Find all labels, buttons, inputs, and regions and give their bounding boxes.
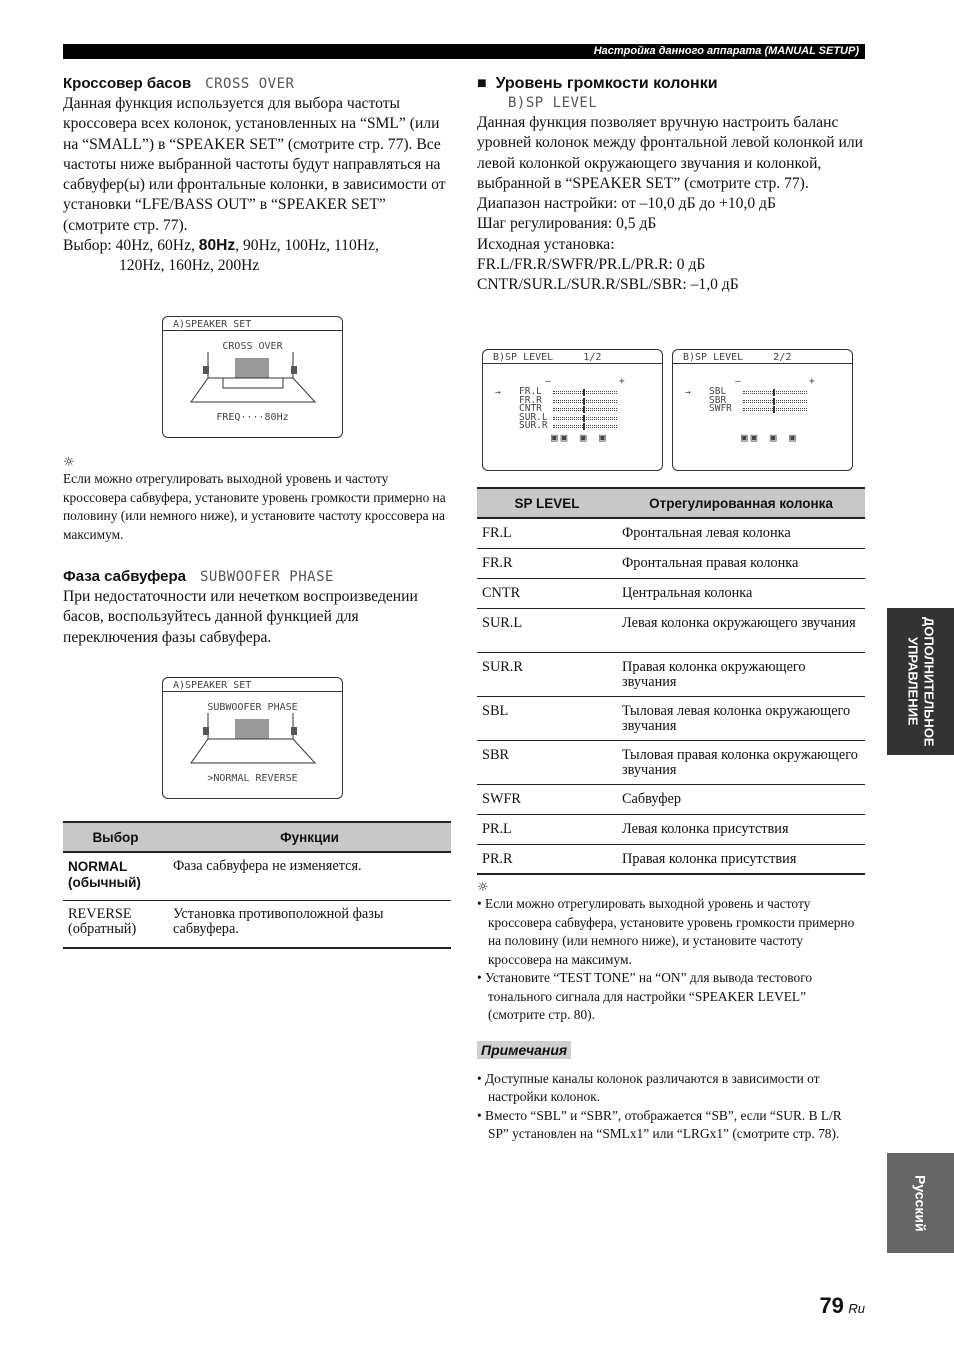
channel-label: SUR.L (519, 411, 548, 423)
notes-heading: Примечания (477, 1041, 571, 1059)
table-row (477, 784, 865, 814)
level-bar (743, 391, 807, 394)
sp-level-code: B)SP LEVEL (508, 95, 598, 111)
crossover-code: CROSS OVER (205, 76, 295, 92)
channel-code: SUR.L (477, 608, 617, 652)
tip-item: • Установите “TEST TONE” на “ON” для вывода тестового тонального сигнала для настройки “SPEAKER LEVEL” (смотрите стр. 80). (477, 969, 865, 1025)
col-header: SP LEVEL (477, 488, 617, 518)
table-row (477, 578, 865, 608)
side-tab-language[interactable]: Русский (887, 1153, 954, 1253)
phase-lcd (162, 677, 343, 799)
crossover-heading (63, 75, 453, 92)
level-bar (553, 425, 617, 428)
table-row (477, 814, 865, 844)
phase-code: SUBWOOFER PHASE (200, 569, 334, 585)
running-header: Настройка данного аппарата (MANUAL SETUP) (63, 44, 865, 59)
table-row (63, 900, 451, 948)
choice-default: 80Hz (198, 237, 236, 255)
table-row (63, 852, 451, 900)
speaker-icons: ▣▣ ▣ ▣ (741, 431, 799, 444)
speaker-layout-icon (163, 352, 344, 412)
plus-label: + (809, 376, 815, 387)
level-bar (553, 417, 617, 420)
cursor-arrow-icon: → (685, 387, 691, 398)
channel-code: FR.L (477, 518, 617, 548)
phase-table (63, 821, 451, 949)
level-bar (743, 400, 807, 403)
option-sub: (обычный) (68, 875, 141, 890)
lcd-title: B)SP LEVEL 1/2 (483, 350, 662, 364)
page-number (819, 1293, 865, 1319)
sp-level-table (477, 487, 865, 875)
lcd-sub: CROSS OVER (222, 341, 283, 352)
sp-level-range: Диапазон настройки: от –10,0 дБ до +10,0 дБ (477, 195, 776, 213)
sp-level-text: Данная функция позволяет вручную настроить баланс уровней колонок между фронтальной левой колонкой или левой колонкой окружающего звучания и колонкой, выбранной в “SPEAKER SET” (смотрите стр. 77). (477, 114, 864, 192)
page-lang: Ru (848, 1301, 865, 1316)
note-item: • Вместо “SBL” и “SBR”, отображается “SB”, если “SUR. B L/R SP” установлен на “SMLx1” или “LRGx1” (смотрите стр. 78). (477, 1107, 865, 1144)
option-name: NORMAL (68, 859, 128, 874)
crossover-tip (63, 455, 453, 544)
channel-code: SUR.R (477, 652, 617, 696)
channel-code: PR.R (477, 844, 617, 874)
choices-rest: , 90Hz, 100Hz, 110Hz, (235, 237, 379, 255)
channel-label: SBR (709, 394, 727, 406)
channel-label: SWFR (709, 403, 732, 414)
channel-label: FR.R (519, 394, 542, 406)
channel-label: SBL (709, 386, 727, 397)
tip-bulb-icon: ☼ (63, 455, 75, 470)
col-header: Функции (168, 822, 451, 852)
crossover-text: Данная функция используется для выбора частоты кроссовера всех колонок, установленных на “SML” (или на “SMALL”) в “SPEAKER SET” (смотрите стр. 77). Все частоты ниже выбранной частоты будут направляться на сабвуфер(ы) или фронтальные колонки, в зависимости от установки “LFE/BASS OUT” в “SPEAKER SET” (смотрите стр. 77). (63, 95, 446, 234)
channel-code: SBR (477, 740, 617, 784)
lcd-value: FREQ····80Hz (216, 412, 289, 423)
channel-code: FR.R (477, 548, 617, 578)
level-bar (553, 400, 617, 403)
minus-label: – (735, 376, 741, 387)
speaker-icons: ▣▣ ▣ ▣ (551, 431, 609, 444)
tip-item: • Если можно отрегулировать выходной уровень и частоту кроссовера сабвуфера, установите уровень громкости примерно на половину (или немного ниже), и установите частоту кроссовера на максимум. (477, 895, 865, 969)
sp-level-default-2: CNTR/SUR.L/SUR.R/SBL/SBR: –1,0 дБ (477, 276, 739, 294)
table-row (477, 652, 865, 696)
phase-text: При недостаточности или нечетком воспроизведении басов, воспользуйтесь данной функцией для переключения фазы сабвуфера. (63, 588, 418, 646)
speaker-desc: Правая колонка окружающего звучания (617, 652, 865, 696)
table-row (477, 844, 865, 874)
option-name: REVERSE (68, 905, 132, 922)
crossover-lcd (162, 316, 343, 438)
table-row (477, 740, 865, 784)
sp-level-lcd-1 (482, 349, 663, 471)
lcd-title: A)SPEAKER SET (163, 317, 342, 331)
col-header: Отрегулированная колонка (617, 488, 865, 518)
table-row (477, 696, 865, 740)
lcd-sub: SUBWOOFER PHASE (207, 702, 298, 713)
table-row (477, 548, 865, 578)
speaker-desc: Левая колонка окружающего звучания (617, 608, 865, 652)
phase-title: Фаза сабвуфера (63, 568, 186, 585)
table-row (477, 608, 865, 652)
sp-level-default-1: FR.L/FR.R/SWFR/PR.L/PR.R: 0 дБ (477, 256, 706, 274)
channel-code: SBL (477, 696, 617, 740)
channel-code: CNTR (477, 578, 617, 608)
crossover-choices (63, 236, 453, 277)
phase-section (63, 568, 453, 648)
square-bullet-icon: ■ (477, 75, 487, 92)
sp-level-step: Шаг регулирования: 0,5 дБ (477, 215, 657, 233)
lcd-title: B)SP LEVEL 2/2 (673, 350, 852, 364)
speaker-desc: Левая колонка присутствия (617, 814, 865, 844)
sp-level-lcd-2 (672, 349, 853, 471)
tip-text: Если можно отрегулировать выходной уровень и частоту кроссовера сабвуфера, установите уровень громкости примерно на половину (или немного ниже), и установите частоту кроссовера на максимум. (63, 471, 446, 542)
minus-label: – (545, 376, 551, 387)
speaker-desc: Центральная колонка (617, 578, 865, 608)
speaker-desc: Тыловая правая колонка окружающего звучания (617, 740, 865, 784)
channel-label: CNTR (519, 403, 542, 414)
option-desc: Фаза сабвуфера не изменяется. (168, 852, 451, 900)
lcd-title: A)SPEAKER SET (163, 678, 342, 692)
option-desc: Установка противоположной фазы сабвуфера. (168, 900, 451, 948)
col-header: Выбор (63, 822, 168, 852)
sp-level-section (477, 75, 867, 296)
channel-code: SWFR (477, 784, 617, 814)
page-num: 79 (819, 1293, 844, 1318)
channel-label: FR.L (519, 386, 542, 397)
crossover-title: Кроссовер басов (63, 75, 192, 92)
choices-label: Выбор: 40Hz, 60Hz, (63, 237, 199, 255)
speaker-desc: Фронтальная правая колонка (617, 548, 865, 578)
speaker-layout-icon (163, 713, 344, 773)
side-tab-advanced[interactable]: ДОПОЛНИТЕЛЬНОЕ УПРАВЛЕНИЕ (887, 608, 954, 755)
channel-label: SUR.R (519, 420, 548, 431)
speaker-desc: Правая колонка присутствия (617, 844, 865, 874)
choices-line2: 120Hz, 160Hz, 200Hz (119, 257, 260, 275)
lcd-value: >NORMAL REVERSE (207, 773, 298, 784)
note-item: • Доступные каналы колонок различаются в зависимости от настройки колонок. (477, 1070, 865, 1107)
table-row (477, 518, 865, 548)
tip-bulb-icon: ☼ (477, 880, 489, 895)
speaker-desc: Сабвуфер (617, 784, 865, 814)
channel-code: PR.L (477, 814, 617, 844)
cursor-arrow-icon: → (495, 387, 501, 398)
plus-label: + (619, 376, 625, 387)
level-bar (743, 408, 807, 411)
level-bar (553, 391, 617, 394)
sp-level-default-label: Исходная установка: (477, 235, 615, 253)
option-sub: (обратный) (68, 920, 137, 937)
speaker-desc: Тыловая левая колонка окружающего звучания (617, 696, 865, 740)
speaker-desc: Фронтальная левая колонка (617, 518, 865, 548)
crossover-section (63, 75, 453, 277)
sp-level-title: Уровень громкости колонки (495, 75, 718, 92)
level-bar (553, 408, 617, 411)
sp-level-tips (477, 880, 865, 1144)
